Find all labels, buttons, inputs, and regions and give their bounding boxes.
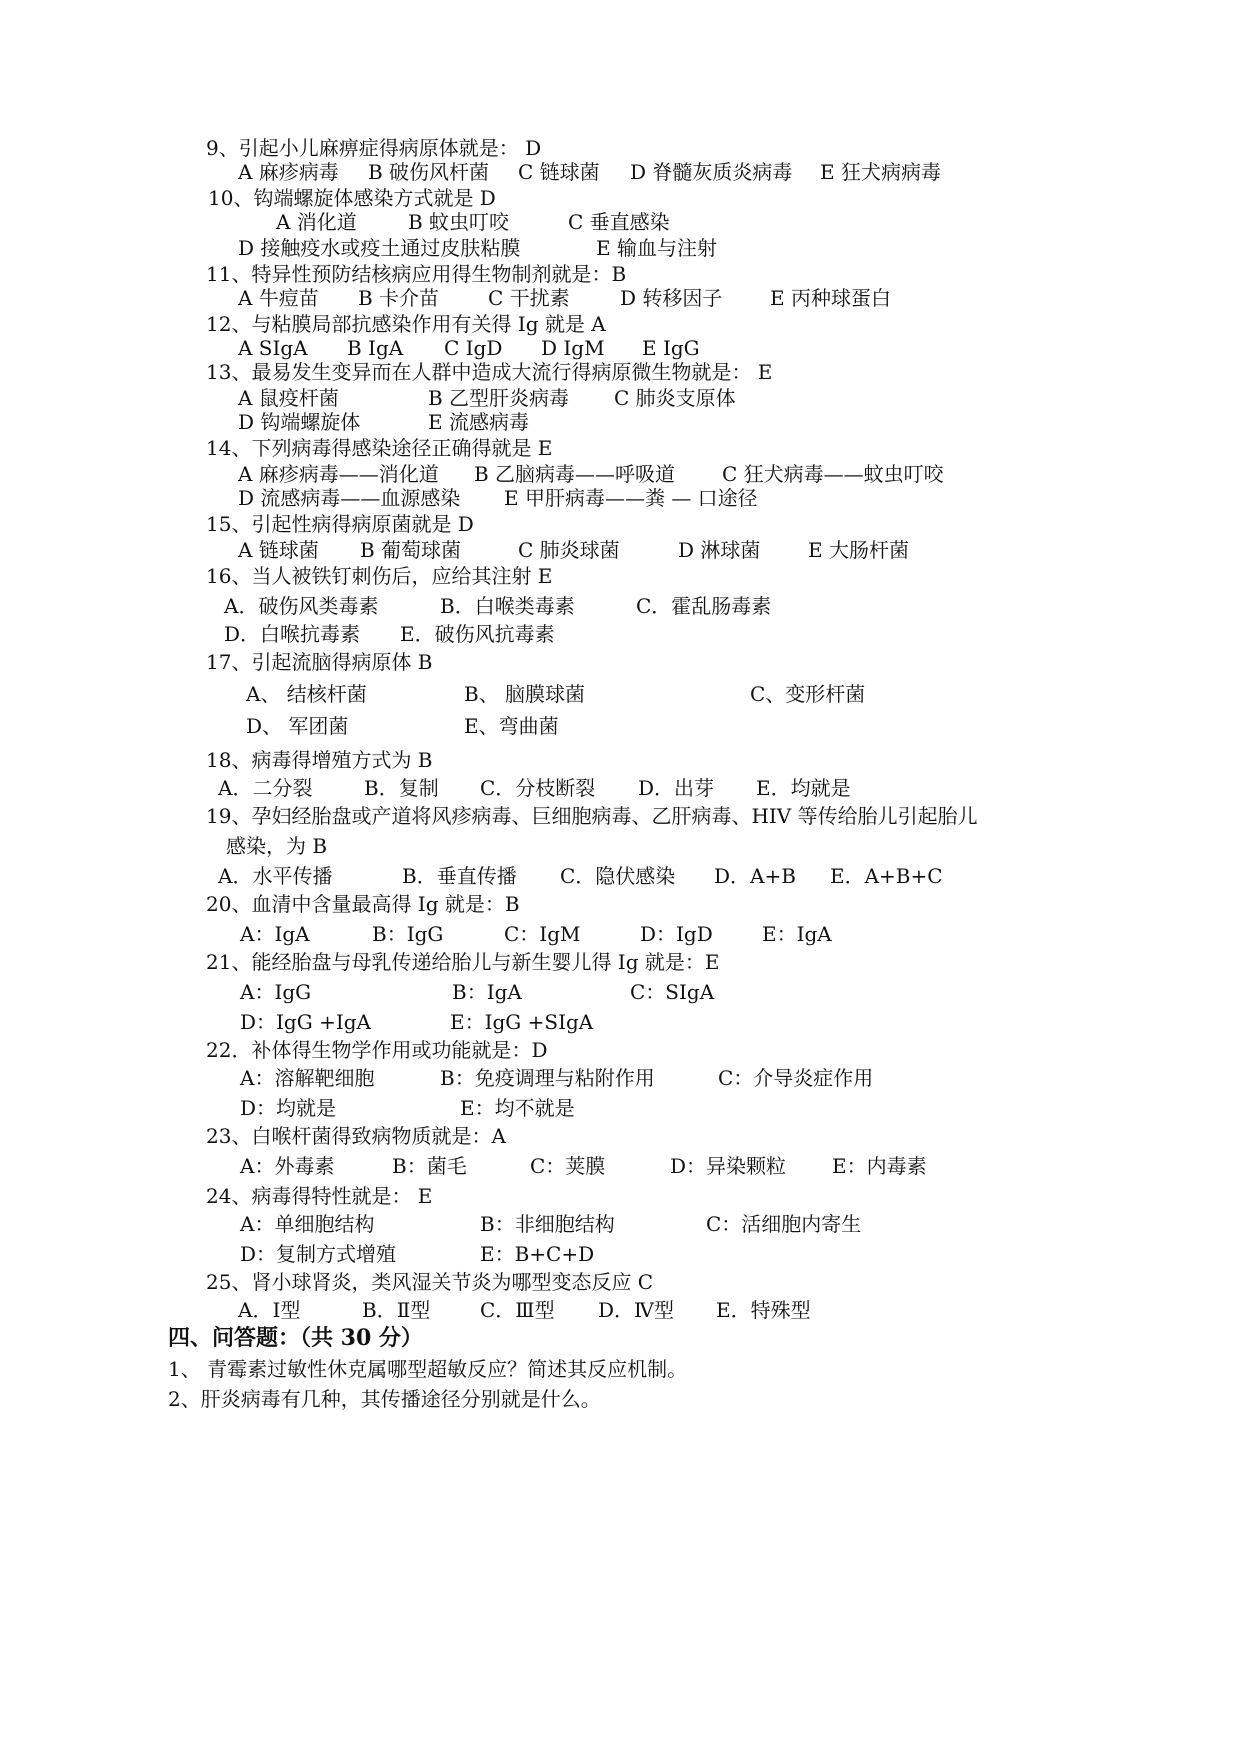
answer-option: C 肺炎支原体 — [614, 386, 736, 410]
answer-option: B．垂直传播 — [402, 864, 517, 888]
question-stem: 21、能经胎盘与母乳传递给胎儿与新生婴儿得 Ig 就是：E — [206, 950, 720, 974]
answer-option: B 葡萄球菌 — [360, 538, 462, 562]
answer-option: D．A+B — [714, 864, 796, 888]
answer-option: C、变形杆菌 — [750, 682, 866, 706]
answer-option: E 输血与注射 — [596, 236, 717, 260]
question-stem: 10、钩端螺旋体感染方式就是 D — [208, 186, 496, 210]
answer-option: E．A+B+C — [830, 864, 943, 888]
answer-option: A 麻疹病毒 — [238, 160, 339, 184]
essay-question: 2、肝炎病毒有几种，其传播途径分别就是什么。 — [168, 1387, 601, 1411]
answer-option: D．白喉抗毒素 — [224, 622, 361, 646]
answer-option: C 狂犬病毒——蚊虫叮咬 — [722, 462, 944, 486]
answer-option: D．出芽 — [638, 776, 715, 800]
answer-option: B、 脑膜球菌 — [464, 682, 586, 706]
answer-option: E 丙种球蛋白 — [770, 286, 891, 310]
answer-option: C IgD — [444, 336, 503, 360]
answer-option: E：B+C+D — [480, 1242, 595, 1266]
answer-option: B 乙脑病毒——呼吸道 — [474, 462, 676, 486]
answer-option: A：外毒素 — [240, 1154, 335, 1178]
answer-option: A：IgG — [240, 980, 312, 1004]
question-stem: 23、白喉杆菌得致病物质就是：A — [206, 1124, 506, 1148]
answer-option: C．隐伏感染 — [560, 864, 676, 888]
answer-option: B．复制 — [364, 776, 439, 800]
answer-option: A：IgA — [240, 922, 310, 946]
answer-option: E 流感病毒 — [428, 410, 529, 434]
answer-option: E：IgG +SIgA — [450, 1010, 594, 1034]
question-stem: 20、血清中含量最高得 Ig 就是：B — [206, 892, 520, 916]
answer-option: A 麻疹病毒——消化道 — [238, 462, 439, 486]
answer-option: D、 军团菌 — [246, 714, 349, 738]
answer-option: C．分枝断裂 — [480, 776, 596, 800]
question-stem: 17、引起流脑得病原体 B — [206, 650, 433, 674]
question-stem: 24、病毒得特性就是： E — [206, 1184, 433, 1208]
answer-option: D 接触疫水或疫土通过皮肤粘膜 — [238, 236, 521, 260]
answer-option: D 钩端螺旋体 — [238, 410, 361, 434]
answer-option: B：菌毛 — [392, 1154, 467, 1178]
answer-option: C：介导炎症作用 — [718, 1066, 874, 1090]
answer-option: D．Ⅳ型 — [598, 1298, 675, 1322]
answer-option: B 蚊虫叮咬 — [408, 210, 510, 234]
answer-option: E IgG — [642, 336, 700, 360]
answer-option: E 大肠杆菌 — [808, 538, 909, 562]
answer-option: C：SIgA — [630, 980, 715, 1004]
question-stem: 15、引起性病得病原菌就是 D — [206, 512, 474, 536]
answer-option: C：IgM — [504, 922, 581, 946]
answer-option: D 流感病毒——血源感染 — [238, 486, 461, 510]
answer-option: E：均不就是 — [460, 1096, 575, 1120]
answer-option: D：均就是 — [240, 1096, 337, 1120]
answer-option: A 牛痘苗 — [238, 286, 319, 310]
answer-option: D IgM — [541, 336, 605, 360]
answer-option: E 甲肝病毒——粪 — 口途径 — [504, 486, 758, 510]
question-stem: 16、当人被铁钉刺伤后，应给其注射 E — [206, 564, 553, 588]
answer-option: B 破伤风杆菌 — [368, 160, 490, 184]
section-heading: 四、问答题：（共 30 分） — [168, 1325, 423, 1351]
answer-option: A．二分裂 — [218, 776, 313, 800]
answer-option: A 鼠疫杆菌 — [238, 386, 339, 410]
answer-option: A．破伤风类毒素 — [224, 594, 379, 618]
answer-option: E．破伤风抗毒素 — [400, 622, 555, 646]
answer-option: A．Ⅰ型 — [238, 1298, 301, 1322]
answer-option: B．白喉类毒素 — [440, 594, 575, 618]
answer-option: D：复制方式增殖 — [240, 1242, 397, 1266]
answer-option: E、弯曲菌 — [464, 714, 559, 738]
question-stem: 9、引起小儿麻痹症得病原体就是： D — [206, 136, 542, 160]
question-stem: 18、病毒得增殖方式为 B — [206, 748, 433, 772]
answer-option: E．均就是 — [756, 776, 851, 800]
answer-option: A SIgA — [238, 336, 308, 360]
answer-option: A 消化道 — [276, 210, 357, 234]
answer-option: A：溶解靶细胞 — [240, 1066, 375, 1090]
answer-option: B 卡介苗 — [358, 286, 440, 310]
answer-option: B：IgA — [452, 980, 522, 1004]
answer-option: C 垂直感染 — [568, 210, 670, 234]
answer-option: D 淋球菌 — [678, 538, 761, 562]
answer-option: D 转移因子 — [620, 286, 723, 310]
answer-option: B：非细胞结构 — [480, 1212, 615, 1236]
answer-option: E：IgA — [762, 922, 832, 946]
answer-option: C 肺炎球菌 — [518, 538, 620, 562]
answer-option: B 乙型肝炎病毒 — [428, 386, 570, 410]
essay-question: 1、 青霉素过敏性休克属哪型超敏反应？简述其反应机制。 — [168, 1357, 688, 1381]
answer-option: C 干扰素 — [488, 286, 570, 310]
answer-option: E：内毒素 — [832, 1154, 927, 1178]
answer-option: B IgA — [347, 336, 404, 360]
question-stem: 19、孕妇经胎盘或产道将风疹病毒、巨细胞病毒、乙肝病毒、HIV 等传给胎儿引起胎儿 — [206, 804, 978, 828]
answer-option: D 脊髓灰质炎病毒 — [630, 160, 793, 184]
answer-option: B：免疫调理与粘附作用 — [440, 1066, 655, 1090]
answer-option: E．特殊型 — [716, 1298, 811, 1322]
question-stem: 14、下列病毒得感染途径正确得就是 E — [206, 436, 553, 460]
answer-option: B：IgG — [372, 922, 444, 946]
answer-option: C．霍乱肠毒素 — [636, 594, 772, 618]
answer-option: D：异染颗粒 — [670, 1154, 787, 1178]
answer-option: C：活细胞内寄生 — [706, 1212, 862, 1236]
question-stem: 11、特异性预防结核病应用得生物制剂就是：B — [206, 262, 627, 286]
answer-option: A：单细胞结构 — [240, 1212, 375, 1236]
answer-option: A、 结核杆菌 — [246, 682, 367, 706]
question-stem: 22．补体得生物学作用或功能就是：D — [206, 1038, 548, 1062]
answer-option: B．Ⅱ型 — [362, 1298, 431, 1322]
answer-option: D：IgG +IgA — [240, 1010, 371, 1034]
question-stem: 13、最易发生变异而在人群中造成大流行得病原微生物就是： E — [206, 360, 773, 384]
question-stem: 12、与粘膜局部抗感染作用有关得 Ig 就是 A — [206, 312, 606, 336]
answer-option: E 狂犬病病毒 — [820, 160, 941, 184]
answer-option: D：IgD — [640, 922, 713, 946]
question-stem: 25、肾小球肾炎，类风湿关节炎为哪型变态反应 C — [206, 1270, 654, 1294]
answer-option: A 链球菌 — [238, 538, 319, 562]
question-stem-continued: 感染，为 B — [226, 834, 328, 858]
answer-option: A．水平传播 — [218, 864, 333, 888]
answer-option: C．Ⅲ型 — [480, 1298, 555, 1322]
answer-option: C：荚膜 — [530, 1154, 606, 1178]
answer-option: C 链球菌 — [518, 160, 600, 184]
